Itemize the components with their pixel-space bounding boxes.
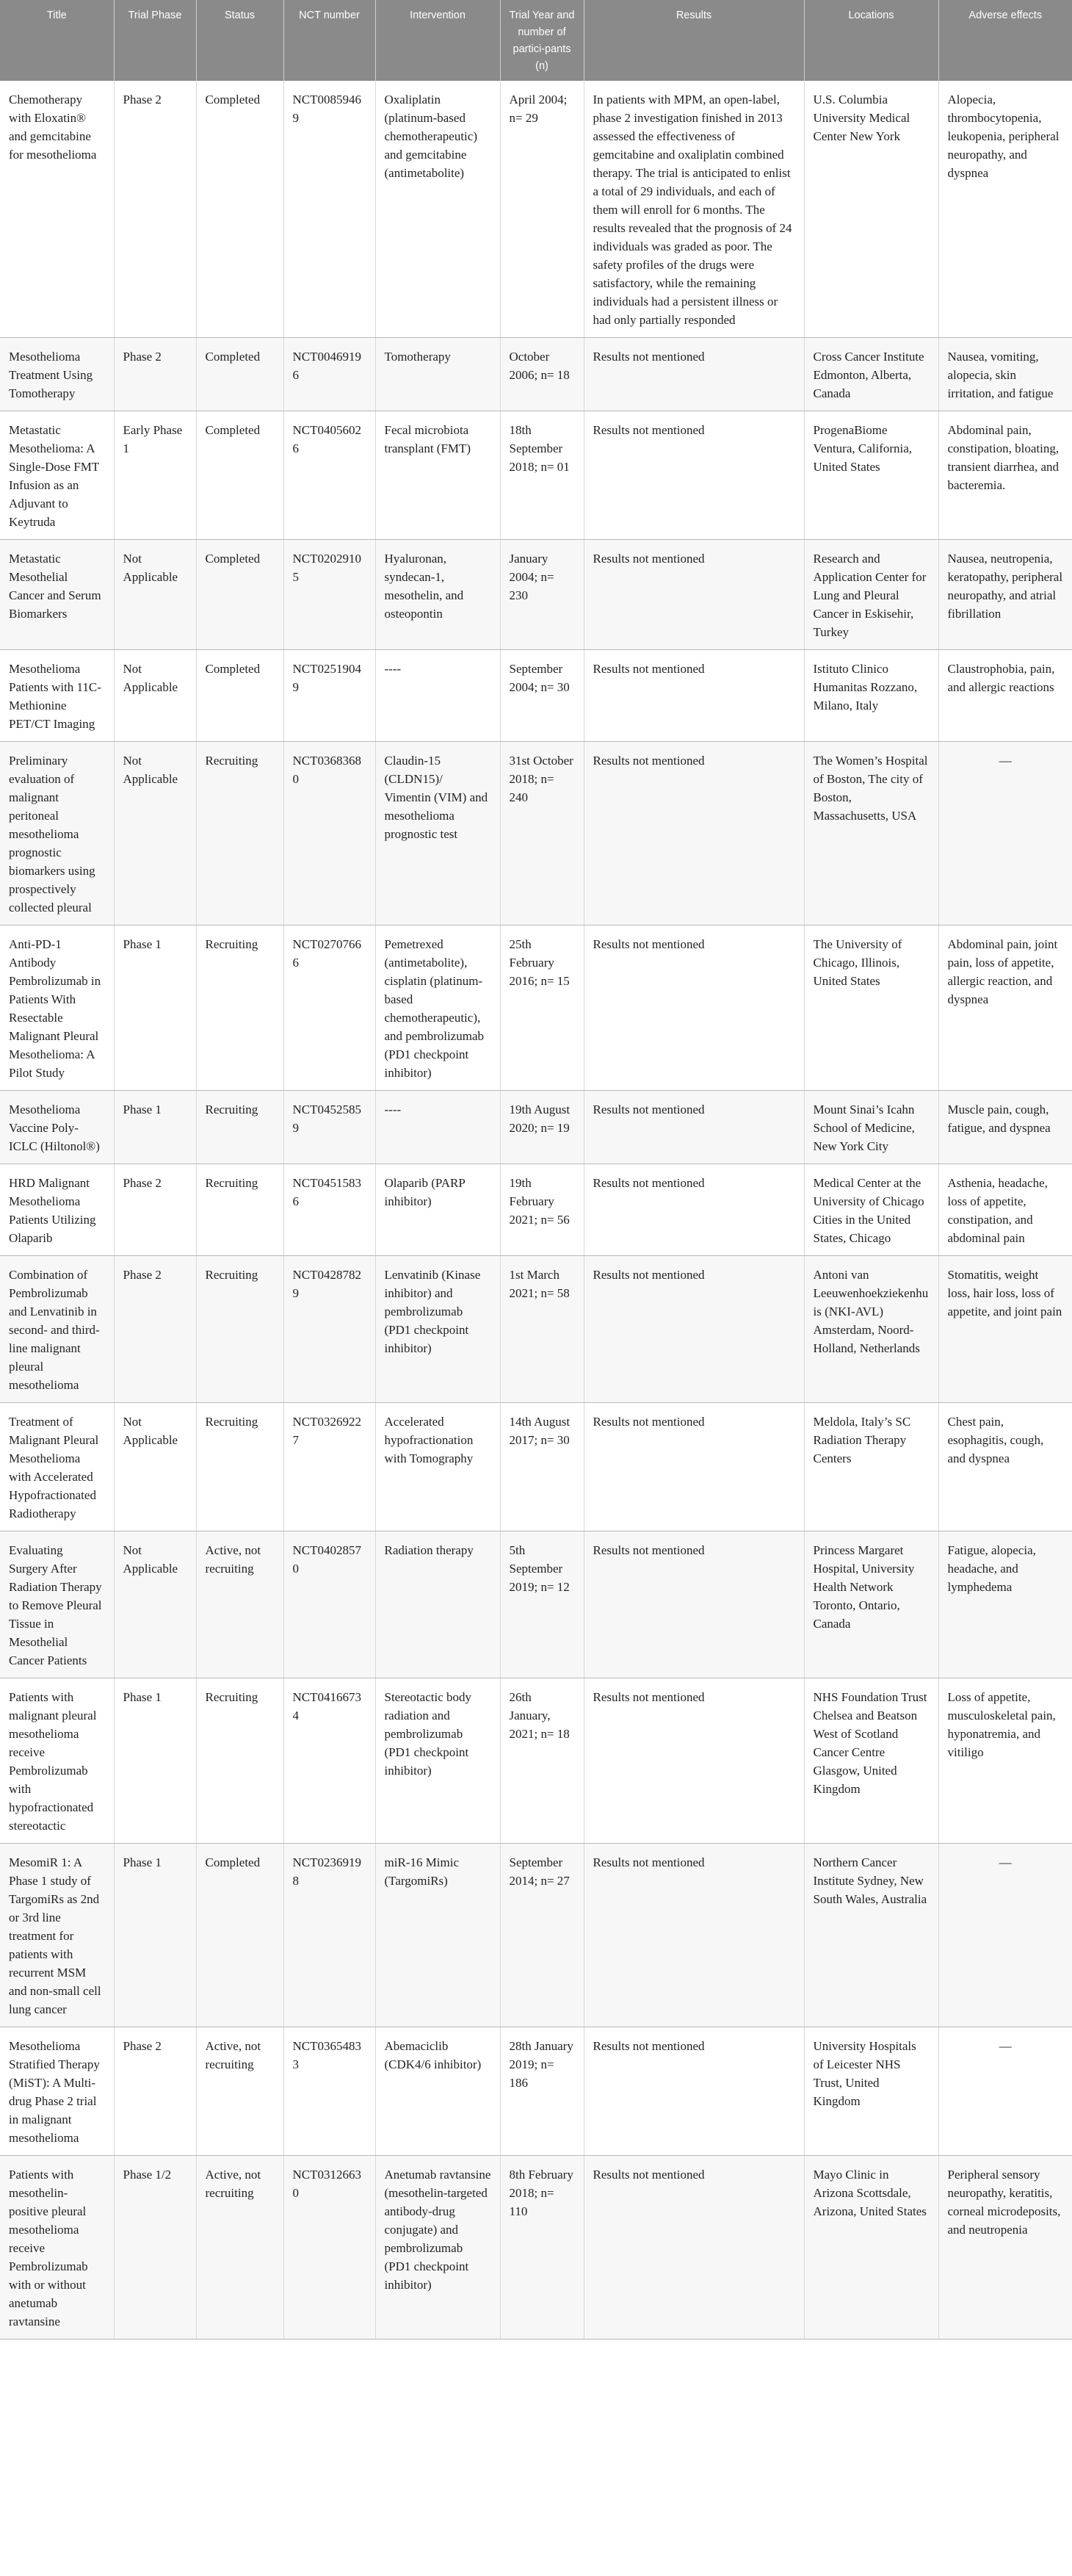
cell-title: MesomiR 1: A Phase 1 study of TargomiRs as 2nd or 3rd line treatment for patients with recurrent MSM and non-small cell lung cancer bbox=[0, 1844, 114, 2027]
cell-results: Results not mentioned bbox=[584, 411, 804, 540]
cell-intervention: Accelerated hypofractionation with Tomography bbox=[375, 1403, 500, 1531]
cell-status: Active, not recruiting bbox=[196, 1531, 283, 1678]
table-row bbox=[0, 338, 1072, 411]
cell-year: 19th February 2021; n= 56 bbox=[500, 1164, 584, 1256]
cell-intervention: Abemaciclib (CDK4/6 inhibitor) bbox=[375, 2027, 500, 2156]
cell-year: 28th January 2019; n= 186 bbox=[500, 2027, 584, 2156]
header-adverse: Adverse effects bbox=[968, 10, 1043, 21]
cell-nct: NCT00469196 bbox=[283, 338, 375, 411]
table-row bbox=[0, 81, 1072, 338]
cell-locations: Medical Center at the University of Chicago Cities in the United States, Chicago bbox=[804, 1164, 938, 1256]
cell-status: Completed bbox=[196, 540, 283, 650]
cell-results: Results not mentioned bbox=[584, 1164, 804, 1256]
cell-phase: Not Applicable bbox=[114, 742, 196, 926]
cell-nct: NCT04056026 bbox=[283, 411, 375, 540]
table-row bbox=[0, 1844, 1072, 2027]
cell-adverse: Muscle pain, cough, fatigue, and dyspnea bbox=[938, 1091, 1072, 1164]
cell-intervention: Hyaluronan, syndecan-1, mesothelin, and osteopontin bbox=[375, 540, 500, 650]
cell-year: October 2006; n= 18 bbox=[500, 338, 584, 411]
cell-results: Results not mentioned bbox=[584, 1256, 804, 1403]
cell-title: Chemotherapy with Eloxatin® and gemcitabine for mesothelioma bbox=[0, 81, 114, 338]
cell-year: 31st October 2018; n= 240 bbox=[500, 742, 584, 926]
cell-locations: Istituto Clinico Humanitas Rozzano, Milano, Italy bbox=[804, 650, 938, 742]
header-year: Trial Year and number of partici-pants (n) bbox=[500, 0, 584, 81]
cell-adverse: Fatigue, alopecia, headache, and lymphedema bbox=[938, 1531, 1072, 1678]
cell-adverse: Nausea, neutropenia, keratopathy, peripheral neuropathy, and atrial fibrillation bbox=[938, 540, 1072, 650]
cell-phase: Phase 1 bbox=[114, 1678, 196, 1844]
cell-status: Recruiting bbox=[196, 1164, 283, 1256]
cell-phase: Phase 2 bbox=[114, 1256, 196, 1403]
cell-year: 19th August 2020; n= 19 bbox=[500, 1091, 584, 1164]
cell-results: Results not mentioned bbox=[584, 1844, 804, 2027]
cell-locations: U.S. Columbia University Medical Center New York bbox=[804, 81, 938, 338]
header-locations: Locations bbox=[804, 0, 938, 81]
cell-intervention: Lenvatinib (Kinase inhibitor) and pembrolizumab (PD1 checkpoint inhibitor) bbox=[375, 1256, 500, 1403]
cell-nct: NCT02519049 bbox=[283, 650, 375, 742]
cell-nct: NCT04166734 bbox=[283, 1678, 375, 1844]
cell-year: 26th January, 2021; n= 18 bbox=[500, 1678, 584, 1844]
header-status: Status bbox=[196, 0, 283, 81]
cell-locations: The University of Chicago, Illinois, United States bbox=[804, 926, 938, 1091]
cell-title: Preliminary evaluation of malignant peritoneal mesothelioma prognostic biomarkers using prospectively collected pleural bbox=[0, 742, 114, 926]
cell-title: Metastatic Mesothelial Cancer and Serum Biomarkers bbox=[0, 540, 114, 650]
header-title: Title bbox=[0, 0, 114, 81]
cell-results: Results not mentioned bbox=[584, 742, 804, 926]
cell-locations: Antoni van Leeuwenhoekziekenhuis (NKI-AVL) Amsterdam, Noord-Holland, Netherlands bbox=[804, 1256, 938, 1403]
cell-locations: Mayo Clinic in Arizona Scottsdale, Arizona, United States bbox=[804, 2156, 938, 2339]
cell-locations: University Hospitals of Leicester NHS Trust, United Kingdom bbox=[804, 2027, 938, 2156]
table-row bbox=[0, 1403, 1072, 1531]
cell-status: Completed bbox=[196, 81, 283, 338]
cell-results: Results not mentioned bbox=[584, 1403, 804, 1531]
cell-year: April 2004; n= 29 bbox=[500, 81, 584, 338]
cell-status: Recruiting bbox=[196, 1678, 283, 1844]
cell-intervention: ---- bbox=[375, 1091, 500, 1164]
cell-status: Active, not recruiting bbox=[196, 2156, 283, 2339]
cell-status: Completed bbox=[196, 650, 283, 742]
cell-title: HRD Malignant Mesothelioma Patients Utilizing Olaparib bbox=[0, 1164, 114, 1256]
cell-adverse: — bbox=[938, 2027, 1072, 2156]
cell-phase: Phase 2 bbox=[114, 81, 196, 338]
cell-nct: NCT03654833 bbox=[283, 2027, 375, 2156]
table-row bbox=[0, 1256, 1072, 1403]
cell-year: 14th August 2017; n= 30 bbox=[500, 1403, 584, 1531]
cell-year: September 2004; n= 30 bbox=[500, 650, 584, 742]
table-row bbox=[0, 2027, 1072, 2156]
cell-intervention: Anetumab ravtansine (mesothelin-targeted antibody-drug conjugate) and pembrolizumab (PD1 checkpoint inhibitor) bbox=[375, 2156, 500, 2339]
cell-year: 25th February 2016; n= 15 bbox=[500, 926, 584, 1091]
cell-results: Results not mentioned bbox=[584, 650, 804, 742]
header-results: Results bbox=[584, 0, 804, 81]
cell-adverse: Stomatitis, weight loss, hair loss, loss of appetite, and joint pain bbox=[938, 1256, 1072, 1403]
cell-phase: Phase 2 bbox=[114, 338, 196, 411]
cell-results: Results not mentioned bbox=[584, 1091, 804, 1164]
cell-intervention: Oxaliplatin (platinum-based chemotherapeutic) and gemcitabine (antimetabolite) bbox=[375, 81, 500, 338]
table-row bbox=[0, 1091, 1072, 1164]
cell-locations: The Women’s Hospital of Boston, The city of Boston, Massachusetts, USA bbox=[804, 742, 938, 926]
cell-results: In patients with MPM, an open-label, phase 2 investigation finished in 2013 assessed the effectiveness of gemcitabine and oxaliplatin combined therapy. The trial is anticipated to enlist a total of 29 individuals, and each of them will enroll for 6 months. The results revealed that the prognosis of 24 individuals was graded as poor. The safety profiles of the drugs were satisfactory, while the remaining individuals had a persistent illness or had only partially responded bbox=[584, 81, 804, 338]
cell-title: Anti-PD-1 Antibody Pembrolizumab in Patients With Resectable Malignant Pleural Mesothelioma: A Pilot Study bbox=[0, 926, 114, 1091]
cell-adverse: Claustrophobia, pain, and allergic reactions bbox=[938, 650, 1072, 742]
cell-intervention: Stereotactic body radiation and pembrolizumab (PD1 checkpoint inhibitor) bbox=[375, 1678, 500, 1844]
cell-locations: Cross Cancer Institute Edmonton, Alberta, Canada bbox=[804, 338, 938, 411]
cell-phase: Phase 2 bbox=[114, 2027, 196, 2156]
cell-year: 8th February 2018; n= 110 bbox=[500, 2156, 584, 2339]
cell-nct: NCT02707666 bbox=[283, 926, 375, 1091]
table-header bbox=[0, 0, 1072, 81]
cell-locations: Mount Sinai’s Icahn School of Medicine, New York City bbox=[804, 1091, 938, 1164]
cell-title: Combination of Pembrolizumab and Lenvatinib in second- and third-line malignant pleural mesothelioma bbox=[0, 1256, 114, 1403]
cell-status: Recruiting bbox=[196, 1256, 283, 1403]
cell-phase: Phase 1/2 bbox=[114, 2156, 196, 2339]
table-row bbox=[0, 1164, 1072, 1256]
cell-phase: Early Phase 1 bbox=[114, 411, 196, 540]
cell-intervention: miR-16 Mimic (TargomiRs) bbox=[375, 1844, 500, 2027]
cell-intervention: ---- bbox=[375, 650, 500, 742]
cell-nct: NCT04028570 bbox=[283, 1531, 375, 1678]
cell-year: 5th September 2019; n= 12 bbox=[500, 1531, 584, 1678]
cell-phase: Not Applicable bbox=[114, 1531, 196, 1678]
cell-nct: NCT03269227 bbox=[283, 1403, 375, 1531]
table-row bbox=[0, 926, 1072, 1091]
cell-adverse: Nausea, vomiting, alopecia, skin irritation, and fatigue bbox=[938, 338, 1072, 411]
cell-title: Metastatic Mesothelioma: A Single-Dose FMT Infusion as an Adjuvant to Keytruda bbox=[0, 411, 114, 540]
table-row bbox=[0, 1678, 1072, 1844]
cell-intervention: Fecal microbiota transplant (FMT) bbox=[375, 411, 500, 540]
cell-nct: NCT03126630 bbox=[283, 2156, 375, 2339]
cell-adverse: Asthenia, headache, loss of appetite, constipation, and abdominal pain bbox=[938, 1164, 1072, 1256]
cell-title: Mesothelioma Patients with 11C-Methionine PET/CT Imaging bbox=[0, 650, 114, 742]
cell-locations: ProgenaBiome Ventura, California, United States bbox=[804, 411, 938, 540]
cell-title: Patients with malignant pleural mesothelioma receive Pembrolizumab with hypofractionated stereotactic bbox=[0, 1678, 114, 1844]
cell-title: Mesothelioma Stratified Therapy (MiST): A Multi-drug Phase 2 trial in malignant mesothelioma bbox=[0, 2027, 114, 2156]
header-intervention: Intervention bbox=[375, 0, 500, 81]
cell-results: Results not mentioned bbox=[584, 540, 804, 650]
cell-status: Recruiting bbox=[196, 742, 283, 926]
table-row bbox=[0, 411, 1072, 540]
cell-year: September 2014; n= 27 bbox=[500, 1844, 584, 2027]
cell-intervention: Olaparib (PARP inhibitor) bbox=[375, 1164, 500, 1256]
cell-results: Results not mentioned bbox=[584, 1531, 804, 1678]
cell-adverse: — bbox=[938, 742, 1072, 926]
header-phase: Trial Phase bbox=[114, 0, 196, 81]
cell-phase: Not Applicable bbox=[114, 540, 196, 650]
cell-locations: NHS Foundation Trust Chelsea and Beatson West of Scotland Cancer Centre Glasgow, United Kingdom bbox=[804, 1678, 938, 1844]
header-row bbox=[0, 0, 1072, 81]
cell-title: Treatment of Malignant Pleural Mesothelioma with Accelerated Hypofractionated Radiotherapy bbox=[0, 1403, 114, 1531]
cell-title: Mesothelioma Vaccine Poly-ICLC (Hiltonol®) bbox=[0, 1091, 114, 1164]
cell-locations: Meldola, Italy’s SC Radiation Therapy Centers bbox=[804, 1403, 938, 1531]
cell-nct: NCT04515836 bbox=[283, 1164, 375, 1256]
cell-results: Results not mentioned bbox=[584, 1678, 804, 1844]
cell-adverse: Abdominal pain, constipation, bloating, transient diarrhea, and bacteremia. bbox=[938, 411, 1072, 540]
cell-phase: Phase 1 bbox=[114, 1844, 196, 2027]
cell-title: Patients with mesothelin-positive pleural mesothelioma receive Pembrolizumab with or without anetumab ravtansine bbox=[0, 2156, 114, 2339]
cell-results: Results not mentioned bbox=[584, 2027, 804, 2156]
cell-locations: Research and Application Center for Lung and Pleural Cancer in Eskisehir, Turkey bbox=[804, 540, 938, 650]
cell-status: Completed bbox=[196, 1844, 283, 2027]
cell-results: Results not mentioned bbox=[584, 926, 804, 1091]
cell-nct: NCT03683680 bbox=[283, 742, 375, 926]
cell-phase: Not Applicable bbox=[114, 650, 196, 742]
cell-intervention: Tomotherapy bbox=[375, 338, 500, 411]
cell-phase: Phase 1 bbox=[114, 926, 196, 1091]
cell-intervention: Radiation therapy bbox=[375, 1531, 500, 1678]
cell-status: Recruiting bbox=[196, 1403, 283, 1531]
cell-adverse: Alopecia, thrombocytopenia, leukopenia, peripheral neuropathy, and dyspnea bbox=[938, 81, 1072, 338]
cell-intervention: Pemetrexed (antimetabolite), cisplatin (platinum-based chemotherapeutic), and pembrolizumab (PD1 checkpoint inhibitor) bbox=[375, 926, 500, 1091]
cell-locations: Princess Margaret Hospital, University Health Network Toronto, Ontario, Canada bbox=[804, 1531, 938, 1678]
cell-intervention: Claudin-15 (CLDN15)/ Vimentin (VIM) and mesothelioma prognostic test bbox=[375, 742, 500, 926]
cell-nct: NCT00859469 bbox=[283, 81, 375, 338]
cell-adverse: Peripheral sensory neuropathy, keratitis, corneal microdeposits, and neutropenia bbox=[938, 2156, 1072, 2339]
cell-phase: Phase 2 bbox=[114, 1164, 196, 1256]
cell-results: Results not mentioned bbox=[584, 2156, 804, 2339]
cell-results: Results not mentioned bbox=[584, 338, 804, 411]
cell-nct: NCT02369198 bbox=[283, 1844, 375, 2027]
cell-title: Mesothelioma Treatment Using Tomotherapy bbox=[0, 338, 114, 411]
cell-adverse: — bbox=[938, 1844, 1072, 2027]
cell-year: 18th September 2018; n= 01 bbox=[500, 411, 584, 540]
cell-status: Active, not recruiting bbox=[196, 2027, 283, 2156]
cell-phase: Not Applicable bbox=[114, 1403, 196, 1531]
cell-adverse: Abdominal pain, joint pain, loss of appetite, allergic reaction, and dyspnea bbox=[938, 926, 1072, 1091]
table-row bbox=[0, 1531, 1072, 1678]
header-nct: NCT number bbox=[283, 0, 375, 81]
table-body bbox=[0, 81, 1072, 2339]
cell-adverse: Chest pain, esophagitis, cough, and dyspnea bbox=[938, 1403, 1072, 1531]
cell-title: Evaluating Surgery After Radiation Therapy to Remove Pleural Tissue in Mesothelial Cancer Patients bbox=[0, 1531, 114, 1678]
table-row bbox=[0, 540, 1072, 650]
cell-status: Completed bbox=[196, 411, 283, 540]
cell-year: 1st March 2021; n= 58 bbox=[500, 1256, 584, 1403]
cell-nct: NCT02029105 bbox=[283, 540, 375, 650]
cell-status: Recruiting bbox=[196, 926, 283, 1091]
cell-nct: NCT04525859 bbox=[283, 1091, 375, 1164]
cell-nct: NCT04287829 bbox=[283, 1256, 375, 1403]
table-row bbox=[0, 742, 1072, 926]
table-row bbox=[0, 2156, 1072, 2339]
cell-phase: Phase 1 bbox=[114, 1091, 196, 1164]
cell-adverse: Loss of appetite, musculoskeletal pain, hyponatremia, and vitiligo bbox=[938, 1678, 1072, 1844]
cell-status: Recruiting bbox=[196, 1091, 283, 1164]
table-row bbox=[0, 650, 1072, 742]
cell-status: Completed bbox=[196, 338, 283, 411]
cell-year: January 2004; n= 230 bbox=[500, 540, 584, 650]
cell-locations: Northern Cancer Institute Sydney, New South Wales, Australia bbox=[804, 1844, 938, 2027]
